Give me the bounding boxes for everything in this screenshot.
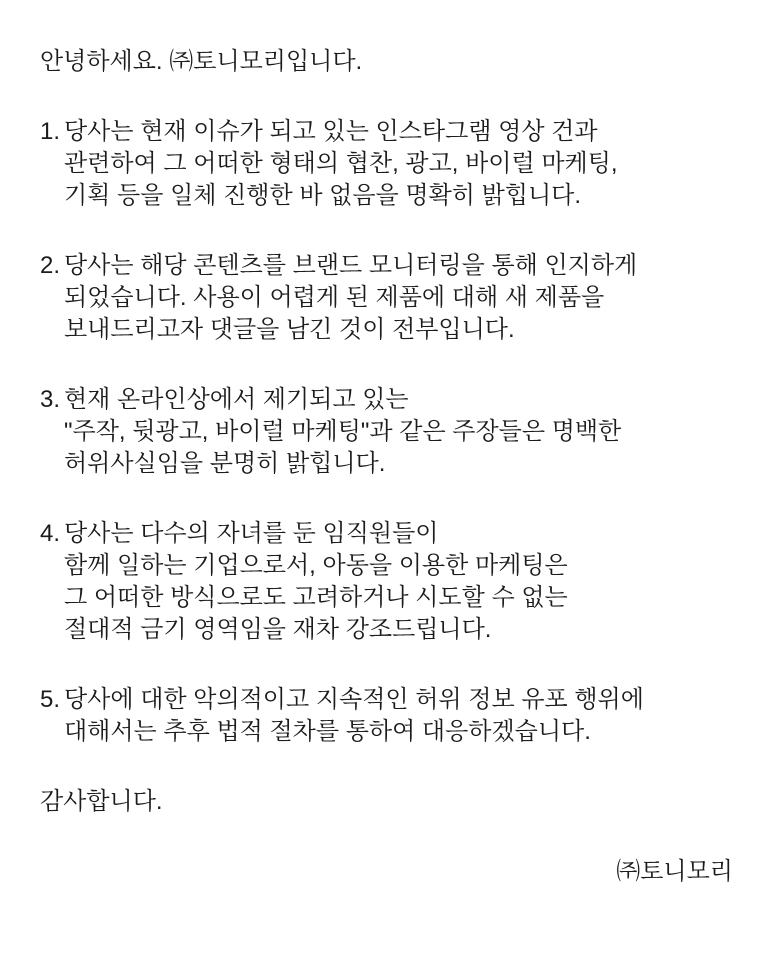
text-line: 그 어떠한 방식으로도 고려하거나 시도할 수 없는 xyxy=(64,584,568,611)
list-item-text xyxy=(64,384,733,480)
text-line: 당사에 대한 악의적이고 지속적인 허위 정보 유포 행위에 xyxy=(64,686,644,713)
text-line: 보내드리고자 댓글을 남긴 것이 전부입니다. xyxy=(64,316,515,343)
text-line: 당사는 다수의 자녀를 둔 임직원들이 xyxy=(64,520,439,547)
list-item-text xyxy=(64,518,733,646)
text-line: 관련하여 그 어떠한 형태의 협찬, 광고, 바이럴 마케팅, xyxy=(64,150,618,177)
text-line: "주작, 뒷광고, 바이럴 마케팅"과 같은 주장들은 명백한 xyxy=(64,418,622,445)
list-item xyxy=(40,384,733,480)
list-item-number: 5. xyxy=(40,686,61,713)
text-line: 당사는 해당 콘텐츠를 브랜드 모니터링을 통해 인지하게 xyxy=(64,252,638,279)
closing-line: 감사합니다. xyxy=(40,788,163,815)
text-line: 현재 온라인상에서 제기되고 있는 xyxy=(64,386,409,413)
list-item-number: 1. xyxy=(40,118,61,145)
list-item-text xyxy=(64,250,733,346)
list-item-text xyxy=(64,116,733,212)
list-item-number: 4. xyxy=(40,520,61,547)
list-item-number: 2. xyxy=(40,252,61,279)
text-line: 되었습니다. 사용이 어렵게 된 제품에 대해 새 제품을 xyxy=(64,284,605,311)
greeting-line: 안녕하세요. ㈜토니모리입니다. xyxy=(40,48,363,75)
text-line: 절대적 금기 영역임을 재차 강조드립니다. xyxy=(64,616,492,643)
list-item-text xyxy=(64,684,733,748)
list-item xyxy=(40,116,733,212)
text-line: 허위사실임을 분명히 밝힙니다. xyxy=(64,450,386,477)
text-line: 대해서는 추후 법적 절차를 통하여 대응하겠습니다. xyxy=(64,718,591,745)
text-line: 기획 등을 일체 진행한 바 없음을 명확히 밝힙니다. xyxy=(64,182,582,209)
list-item xyxy=(40,250,733,346)
company-signature: ㈜토니모리 xyxy=(616,858,733,885)
text-line: 당사는 현재 이슈가 되고 있는 인스타그램 영상 건과 xyxy=(64,118,598,145)
list-item xyxy=(40,684,733,748)
text-line: 함께 일하는 기업으로서, 아동을 이용한 마케팅은 xyxy=(64,552,568,579)
list-item-number: 3. xyxy=(40,386,61,413)
list-item xyxy=(40,518,733,646)
